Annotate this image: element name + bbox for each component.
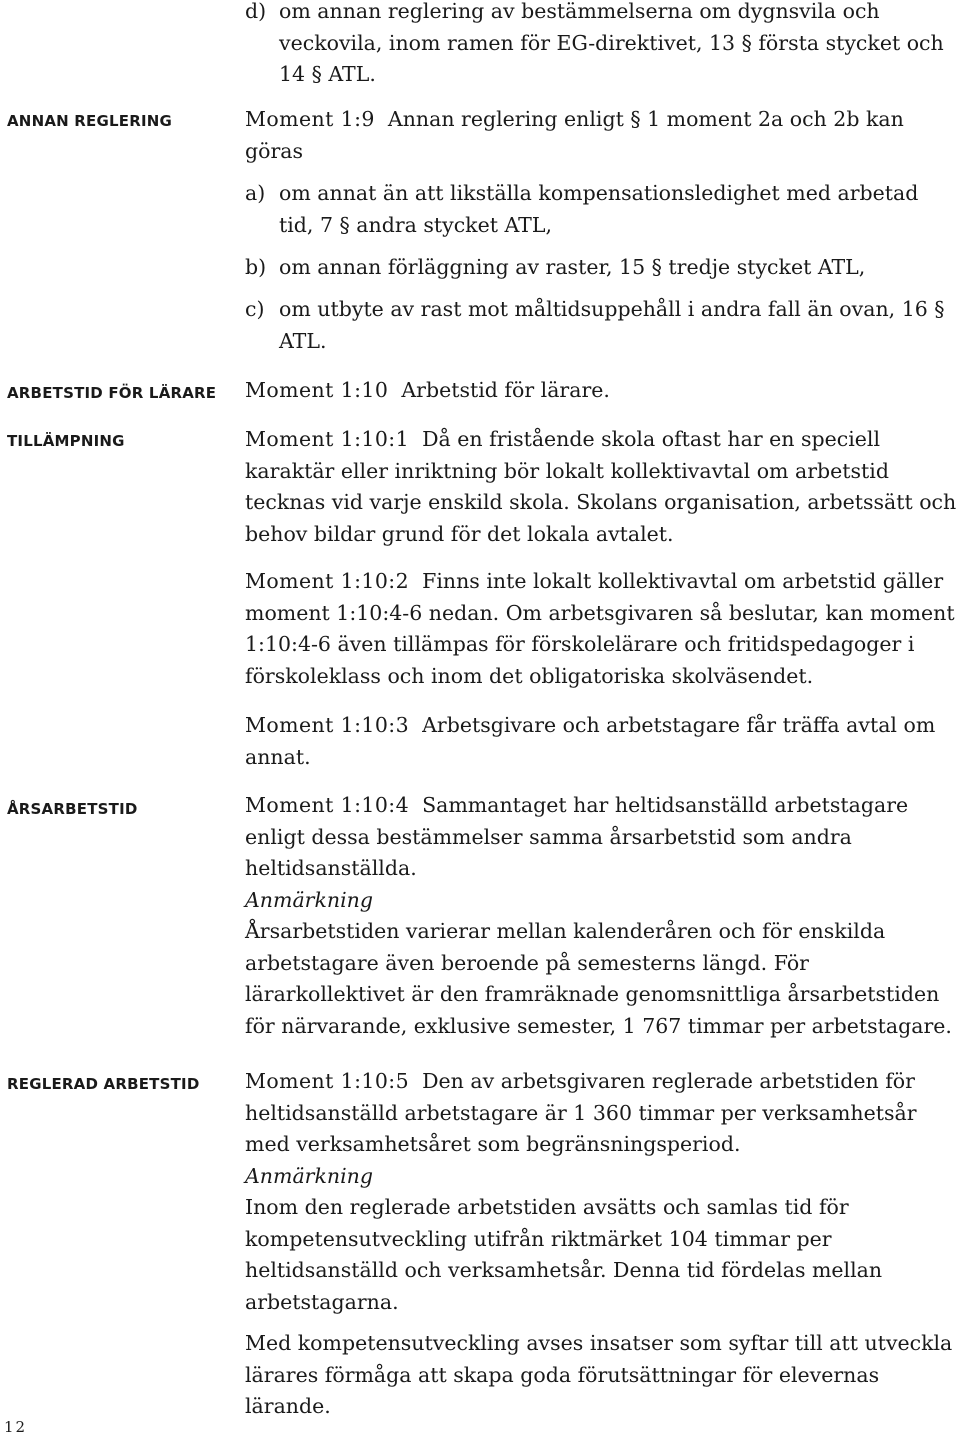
- moment-1-10: [245, 375, 957, 407]
- note-heading: Anmärkning: [245, 1163, 373, 1188]
- moment-1-9: [245, 104, 957, 167]
- note-heading: Anmärkning: [245, 887, 373, 912]
- list-label: d): [245, 0, 267, 23]
- side-heading-tillampning: TILLÄMPNING: [7, 432, 125, 450]
- final-paragraph: Med kompetensutveckling avses insatser som syftar till att utveckla lärares förmåga att skapa goda förutsättningar för elevernas lärande.: [245, 1331, 953, 1418]
- moment-label: Moment 1:10: [245, 378, 389, 402]
- moment-label: Moment 1:9: [245, 107, 375, 131]
- moment-text: Arbetstid för lärare.: [401, 378, 610, 402]
- moment-label: Moment 1:10:3: [245, 713, 410, 737]
- moment-1-10-2: [245, 566, 957, 692]
- moment-text: Finns inte lokalt kollektivavtal om arbetstid gäller moment 1:10:4-6 nedan. Om arbetsgivaren så beslutar, kan moment 1:10:4-6 även tillämpas för förskolelärare och fritidspedagoger i förskoleklass och inom det obligatoriska skolväsendet.: [245, 569, 955, 688]
- moment-text: Sammantaget har heltidsanställd arbetstagare enligt dessa bestämmelser samma årsarbetstid som andra heltidsanställda.: [245, 793, 909, 880]
- list-item-d: [245, 0, 957, 91]
- list-item-a: [245, 178, 957, 241]
- list-text: om annan förläggning av raster, 15 § tredje stycket ATL,: [279, 255, 866, 279]
- moment-1-10-1: [245, 424, 957, 550]
- moment-label: Moment 1:10:2: [245, 569, 410, 593]
- moment-text: Annan reglering enligt § 1 moment 2a och 2b kan göras: [245, 107, 904, 163]
- list-item-b: [245, 252, 957, 284]
- moment-text: Arbetsgivare och arbetstagare får träffa avtal om annat.: [245, 713, 936, 769]
- moment-1-10-5: [245, 1066, 957, 1423]
- moment-label: Moment 1:10:5: [245, 1069, 410, 1093]
- page-number: 12: [4, 1418, 28, 1436]
- moment-text: Den av arbetsgivaren reglerade arbetstiden för heltidsanställd arbetstagare är 1 360 timmar per verksamhetsår med verksamhetsåret som begränsningsperiod.: [245, 1069, 917, 1156]
- moment-1-10-4: [245, 790, 957, 1042]
- list-text: om utbyte av rast mot måltidsuppehåll i andra fall än ovan, 16 § ATL.: [279, 297, 945, 353]
- side-heading-arsarbetstid: ÅRSARBETSTID: [7, 800, 138, 818]
- list-label: b): [245, 255, 267, 279]
- list-label: a): [245, 181, 266, 205]
- moment-label: Moment 1:10:1: [245, 427, 410, 451]
- side-heading-reglerad-arbetstid: REGLERAD ARBETSTID: [7, 1075, 200, 1093]
- list-text: om annat än att likställa kompensationsledighet med arbetad tid, 7 § andra stycket ATL,: [279, 181, 919, 237]
- moment-1-10-3: [245, 710, 957, 773]
- list-text: om annan reglering av bestämmelserna om dygnsvila och veckovila, inom ramen för EG-direktivet, 13 § första stycket och 14 § ATL.: [279, 0, 944, 86]
- note-text: Inom den reglerade arbetstiden avsätts och samlas tid för kompetensutveckling utifrån riktmärket 104 timmar per heltidsanställd och verksamhetsår. Denna tid fördelas mellan arbetstagarna.: [245, 1195, 883, 1314]
- side-heading-annan-reglering: ANNAN REGLERING: [7, 112, 173, 130]
- moment-text: Då en fristående skola oftast har en speciell karaktär eller inriktning bör lokalt kollektivavtal om arbetstid tecknas vid varje enskild skola. Skolans organisation, arbetssätt och behov bildar grund för det lokala avtalet.: [245, 427, 957, 546]
- note-text: Årsarbetstiden varierar mellan kalenderåren och för enskilda arbetstagare även beroende på semesterns längd. För lärarkollektivet är den framräknade genomsnittliga årsarbetstiden för närvarande, exklusive semester, 1 767 timmar per arbetstagare.: [245, 919, 952, 1038]
- side-heading-arbetstid-larare: ARBETSTID FÖR LÄRARE: [7, 384, 217, 402]
- list-label: c): [245, 297, 265, 321]
- list-item-c: [245, 294, 957, 357]
- moment-label: Moment 1:10:4: [245, 793, 410, 817]
